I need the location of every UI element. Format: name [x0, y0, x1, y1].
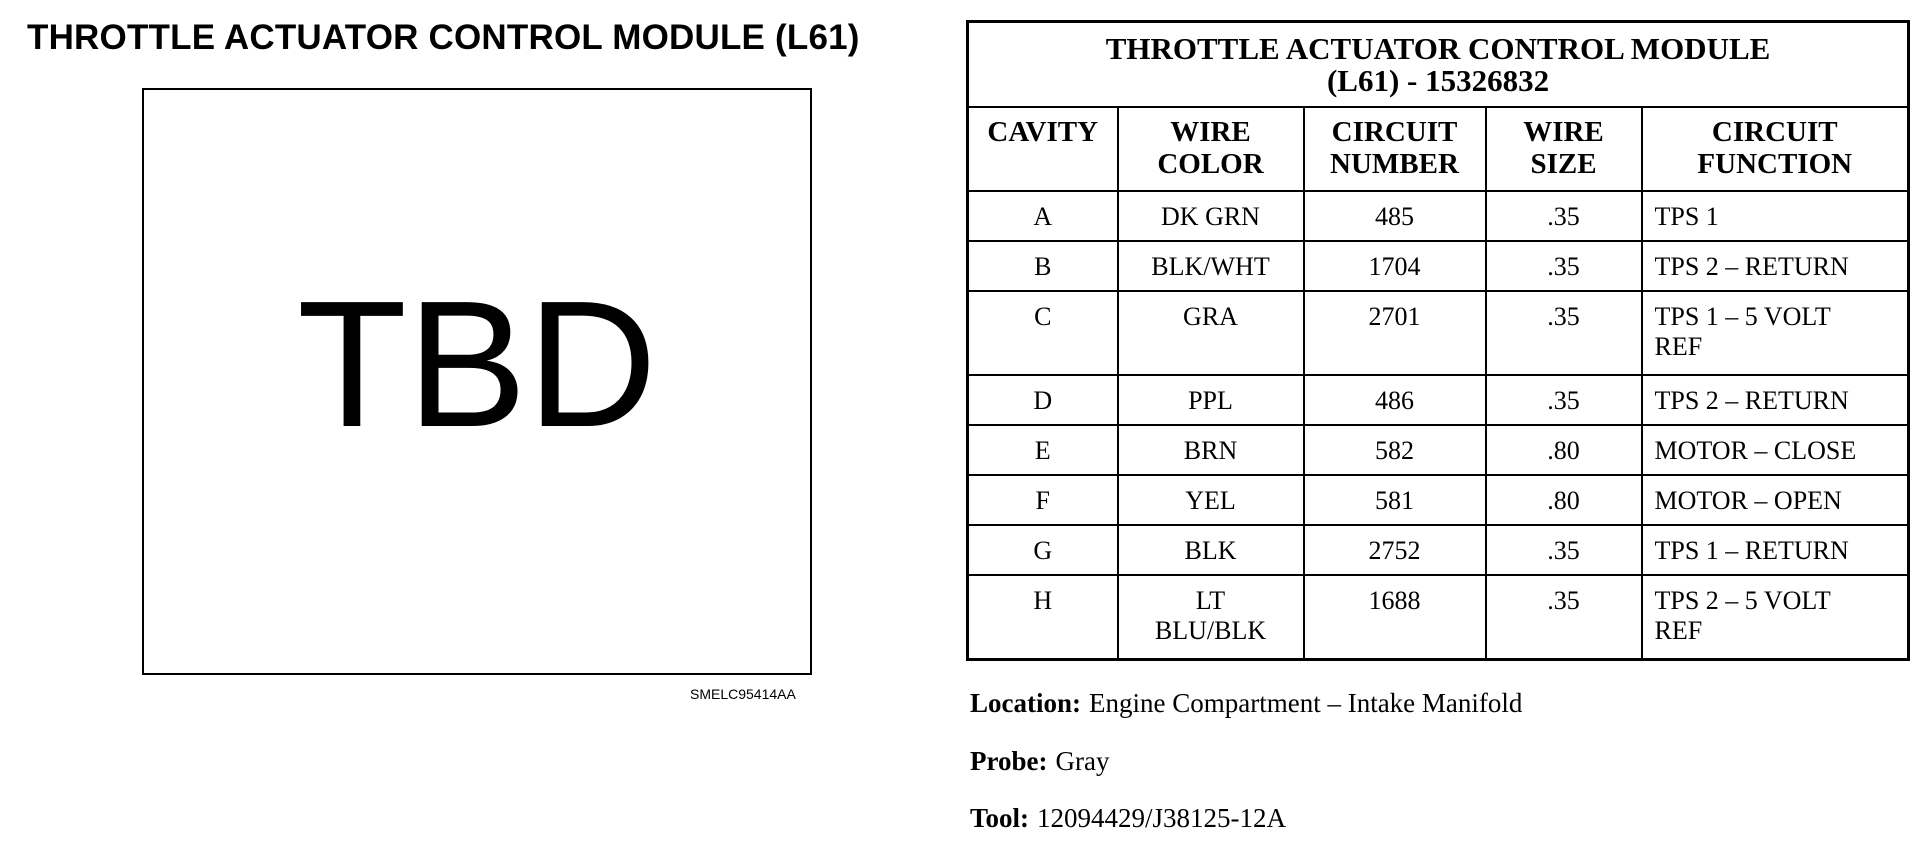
- function-line-1: TPS 2 – 5 VOLT: [1654, 586, 1831, 615]
- table-title-line-1: THROTTLE ACTUATOR CONTROL MODULE: [1105, 30, 1771, 66]
- cell-wire-color: [1118, 525, 1304, 575]
- cell-circuit-function: [1642, 191, 1909, 241]
- header-circuit-function-line-1: CIRCUIT: [1711, 116, 1838, 148]
- cell-wire-color: [1118, 291, 1304, 375]
- wire-color-line-1: PPL: [1188, 386, 1233, 415]
- tool-label: Tool:: [970, 803, 1030, 833]
- cell-wire-color: [1118, 475, 1304, 525]
- tool-value: 12094429/J38125-12A: [1037, 803, 1287, 833]
- wire-color-line-2: BLU/BLK: [1154, 616, 1267, 645]
- wire-color-line-1: DK GRN: [1161, 202, 1260, 231]
- header-wire-color-line-1: WIRE: [1170, 116, 1251, 148]
- table-header-row: [968, 107, 1909, 191]
- table-title: [968, 22, 1909, 108]
- header-wire-color-line-2: COLOR: [1157, 148, 1264, 180]
- wire-color-line-1: YEL: [1185, 486, 1236, 515]
- figure-id: SMELC95414AA: [690, 686, 796, 702]
- probe-label: Probe:: [970, 746, 1048, 776]
- cell-circuit-number: 2701: [1304, 291, 1486, 375]
- wire-color-line-1: LT: [1195, 586, 1226, 615]
- cell-wire-color: [1118, 375, 1304, 425]
- table-row: [968, 375, 1909, 425]
- function-line-1: TPS 1 – RETURN: [1654, 536, 1849, 565]
- function-line-1: TPS 2 – RETURN: [1654, 252, 1849, 281]
- cell-circuit-function: [1642, 241, 1909, 291]
- cell-circuit-number: 2752: [1304, 525, 1486, 575]
- cell-circuit-function: [1642, 291, 1909, 375]
- header-circuit-number: [1304, 107, 1486, 191]
- header-cavity-text: CAVITY: [987, 116, 1099, 148]
- cell-wire-color: [1118, 241, 1304, 291]
- placeholder-text: TBD: [297, 263, 657, 465]
- header-wire-size-line-2: SIZE: [1530, 148, 1597, 180]
- probe-value: Gray: [1055, 746, 1110, 776]
- cell-circuit-function: [1642, 525, 1909, 575]
- cell-circuit-number: 485: [1304, 191, 1486, 241]
- cell-cavity: H: [968, 575, 1118, 659]
- function-line-1: TPS 2 – RETURN: [1654, 386, 1849, 415]
- header-circuit-number-line-1: CIRCUIT: [1331, 116, 1458, 148]
- header-wire-color: [1118, 107, 1304, 191]
- cell-wire-size: .80: [1486, 475, 1642, 525]
- header-wire-size-line-1: WIRE: [1523, 116, 1604, 148]
- cell-circuit-function: [1642, 375, 1909, 425]
- cell-circuit-function: [1642, 425, 1909, 475]
- cell-wire-color: [1118, 191, 1304, 241]
- cell-circuit-number: 1704: [1304, 241, 1486, 291]
- cell-circuit-number: 1688: [1304, 575, 1486, 659]
- cell-wire-color: [1118, 425, 1304, 475]
- cell-cavity: B: [968, 241, 1118, 291]
- function-line-1: TPS 1: [1654, 202, 1719, 231]
- function-line-1: TPS 1 – 5 VOLT: [1654, 302, 1831, 331]
- table-row: [968, 425, 1909, 475]
- cell-circuit-number: 581: [1304, 475, 1486, 525]
- cell-wire-size: .80: [1486, 425, 1642, 475]
- wire-color-line-1: BLK/WHT: [1151, 252, 1270, 281]
- cell-wire-size: .35: [1486, 191, 1642, 241]
- header-circuit-function: [1642, 107, 1909, 191]
- function-line-2: REF: [1654, 616, 1703, 645]
- wire-color-line-1: GRA: [1183, 302, 1238, 331]
- tool-line: [970, 803, 1286, 834]
- cell-cavity: D: [968, 375, 1118, 425]
- wire-color-line-1: BRN: [1183, 436, 1238, 465]
- cell-circuit-function: [1642, 575, 1909, 659]
- connector-image-placeholder: [142, 88, 812, 675]
- function-line-1: MOTOR – OPEN: [1654, 486, 1842, 515]
- location-line: [970, 688, 1522, 719]
- cell-circuit-number: 486: [1304, 375, 1486, 425]
- cell-wire-size: .35: [1486, 291, 1642, 375]
- function-line-1: MOTOR – CLOSE: [1654, 436, 1857, 465]
- table-row: [968, 241, 1909, 291]
- header-circuit-function-line-2: FUNCTION: [1697, 148, 1853, 180]
- table-row: [968, 475, 1909, 525]
- cell-cavity: A: [968, 191, 1118, 241]
- cell-circuit-function: [1642, 475, 1909, 525]
- location-label: Location:: [970, 688, 1081, 718]
- header-wire-size: [1486, 107, 1642, 191]
- wire-color-line-1: BLK: [1184, 536, 1237, 565]
- cell-cavity: G: [968, 525, 1118, 575]
- location-value: Engine Compartment – Intake Manifold: [1089, 688, 1523, 718]
- table-row: [968, 575, 1909, 659]
- header-circuit-number-line-2: NUMBER: [1330, 148, 1459, 180]
- cell-cavity: C: [968, 291, 1118, 375]
- cell-wire-color: [1118, 575, 1304, 659]
- table-row: [968, 191, 1909, 241]
- cell-wire-size: .35: [1486, 375, 1642, 425]
- table-row: [968, 525, 1909, 575]
- table-title-line-2: (L61) - 15326832: [1326, 62, 1550, 98]
- header-cavity: [968, 107, 1118, 191]
- cell-cavity: E: [968, 425, 1118, 475]
- table-row: [968, 291, 1909, 375]
- page-title: THROTTLE ACTUATOR CONTROL MODULE (L61): [27, 18, 860, 57]
- function-line-2: REF: [1654, 332, 1703, 361]
- connector-table: [966, 20, 1910, 661]
- cell-wire-size: .35: [1486, 575, 1642, 659]
- cell-cavity: F: [968, 475, 1118, 525]
- cell-circuit-number: 582: [1304, 425, 1486, 475]
- cell-wire-size: .35: [1486, 525, 1642, 575]
- probe-line: [970, 746, 1109, 777]
- cell-wire-size: .35: [1486, 241, 1642, 291]
